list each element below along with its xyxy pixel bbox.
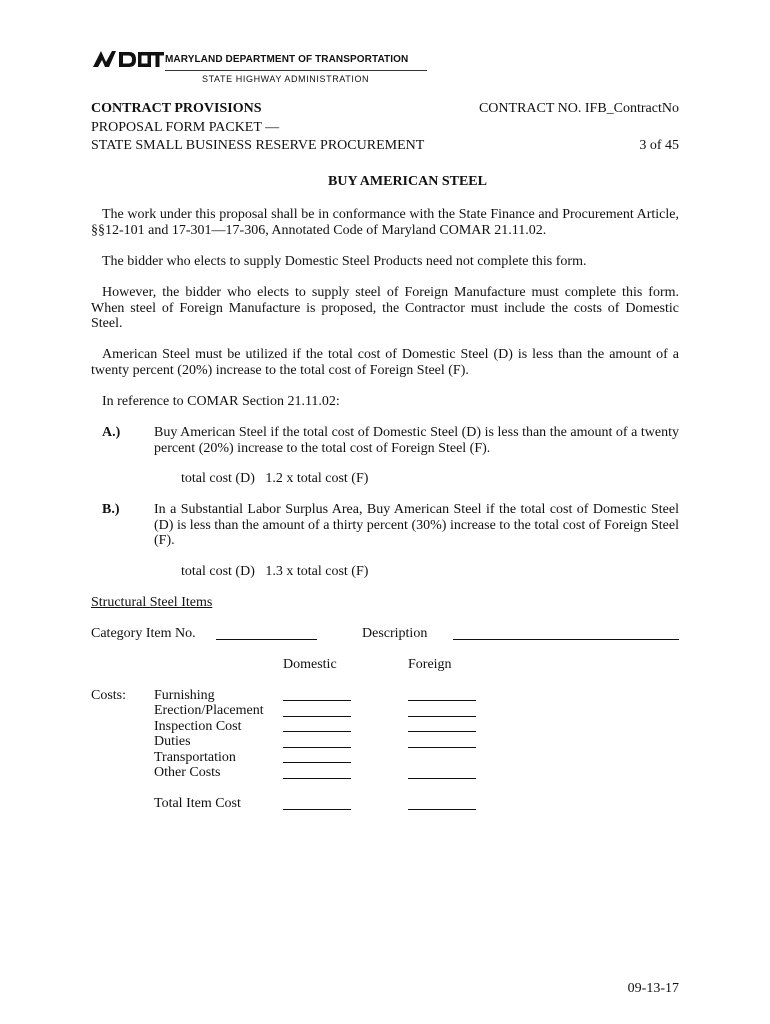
costs-label: Costs: bbox=[91, 688, 127, 703]
erection-foreign-field[interactable] bbox=[408, 716, 476, 717]
furnishing-domestic-field[interactable] bbox=[283, 700, 351, 701]
agency-divider bbox=[165, 70, 427, 71]
paragraph-conformance: The work under this proposal shall be in conformance with the State Finance and Procurement Article, §§12-101 and 17-301—17-306, Annotated Code of Maryland COMAR 21.11.02. bbox=[91, 207, 679, 238]
cost-row-duties: Duties bbox=[154, 734, 191, 749]
inspection-foreign-field[interactable] bbox=[408, 731, 476, 732]
item-a-label: A.) bbox=[102, 425, 121, 440]
category-item-label: Category Item No. bbox=[91, 626, 196, 641]
page-number: 3 of 45 bbox=[639, 138, 679, 153]
description-label: Description bbox=[362, 626, 428, 641]
domestic-column-header: Domestic bbox=[283, 657, 337, 672]
item-b-formula: total cost (D) 1.3 x total cost (F) bbox=[181, 564, 369, 579]
contract-number: CONTRACT NO. IFB_ContractNo bbox=[478, 101, 679, 116]
agency-name: MARYLAND DEPARTMENT OF TRANSPORTATION bbox=[165, 54, 409, 65]
cost-row-furnishing: Furnishing bbox=[154, 688, 215, 703]
duties-domestic-field[interactable] bbox=[283, 747, 351, 748]
sub-agency-name: STATE HIGHWAY ADMINISTRATION bbox=[202, 74, 370, 84]
cost-row-inspection: Inspection Cost bbox=[154, 719, 242, 734]
total-domestic-field[interactable] bbox=[283, 809, 351, 810]
cost-row-erection-placement: Erection/Placement bbox=[154, 703, 264, 718]
item-a-formula: total cost (D) 1.2 x total cost (F) bbox=[181, 471, 369, 486]
erection-domestic-field[interactable] bbox=[283, 716, 351, 717]
cost-row-other-costs: Other Costs bbox=[154, 765, 221, 780]
other-costs-domestic-field[interactable] bbox=[283, 778, 351, 779]
other-costs-foreign-field[interactable] bbox=[408, 778, 476, 779]
paragraph-domestic-steel: The bidder who elects to supply Domestic Steel Products need not complete this form. bbox=[102, 254, 587, 269]
mdot-logo-mark bbox=[92, 48, 164, 70]
mdot-logo bbox=[92, 48, 428, 88]
page-title: BUY AMERICAN STEEL bbox=[328, 174, 487, 189]
category-item-field[interactable] bbox=[216, 639, 317, 640]
item-b-text: In a Substantial Labor Surplus Area, Buy American Steel if the total cost of Domestic Steel (D) is less than the amount of a thirty percent (30%) increase to the total cost of Foreign Steel (F). bbox=[154, 502, 679, 548]
inspection-domestic-field[interactable] bbox=[283, 731, 351, 732]
total-foreign-field[interactable] bbox=[408, 809, 476, 810]
revision-date: 09-13-17 bbox=[627, 981, 679, 996]
description-field[interactable] bbox=[453, 639, 679, 640]
foreign-column-header: Foreign bbox=[408, 657, 452, 672]
procurement-line: STATE SMALL BUSINESS RESERVE PROCUREMENT bbox=[91, 138, 425, 153]
transportation-domestic-field[interactable] bbox=[283, 762, 351, 763]
structural-steel-items-heading: Structural Steel Items bbox=[91, 595, 213, 610]
cost-row-transportation: Transportation bbox=[154, 750, 236, 765]
total-item-cost-label: Total Item Cost bbox=[154, 796, 241, 811]
item-b-label: B.) bbox=[102, 502, 120, 517]
furnishing-foreign-field[interactable] bbox=[408, 700, 476, 701]
paragraph-foreign-manufacture: However, the bidder who elects to supply steel of Foreign Manufacture must complete this form. When steel of Foreign Manufacture is proposed, the Contractor must include the costs of Domestic Steel. bbox=[91, 285, 679, 331]
paragraph-american-steel: American Steel must be utilized if the total cost of Domestic Steel (D) is less than the amount of a twenty percent (20%) increase to the total cost of Foreign Steel (F). bbox=[91, 347, 679, 378]
paragraph-comar-reference: In reference to COMAR Section 21.11.02: bbox=[102, 394, 340, 409]
duties-foreign-field[interactable] bbox=[408, 747, 476, 748]
contract-provisions-heading: CONTRACT PROVISIONS bbox=[91, 101, 262, 116]
proposal-packet-line: PROPOSAL FORM PACKET — bbox=[91, 120, 280, 135]
item-a-text: Buy American Steel if the total cost of Domestic Steel (D) is less than the amount of a twenty percent (20%) increase to the total cost of Foreign Steel (F). bbox=[154, 425, 679, 456]
